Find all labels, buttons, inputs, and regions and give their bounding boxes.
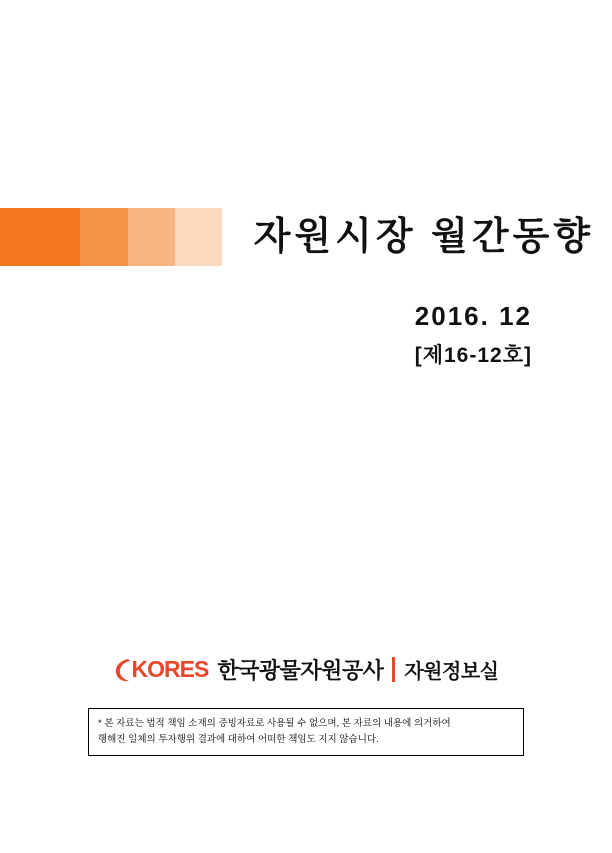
publication-date: 2016. 12	[414, 301, 532, 331]
disclaimer-box	[88, 708, 524, 756]
color-swatch-group	[0, 208, 222, 266]
page-title: 자원시장 월간동향	[253, 216, 594, 258]
issue-number: [제16-12호]	[414, 343, 532, 367]
kores-logo	[114, 656, 209, 683]
color-swatch-4	[175, 208, 222, 266]
color-swatch-3	[128, 208, 175, 266]
department-name: 자원정보실	[404, 661, 499, 683]
organization-name: 한국광물자원공사	[217, 658, 384, 683]
color-swatch-1	[0, 208, 80, 266]
disclaimer-line-2: 행해진 일체의 투자행위 결과에 대하여 어떠한 책임도 지지 않습니다.	[98, 733, 379, 745]
cover-title-band	[0, 208, 612, 266]
logo-divider	[392, 657, 395, 682]
disclaimer-line-1: * 본 자료는 법적 책임 소재의 증빙자료로 사용될 수 없으며, 본 자료의 내용에 의거하여	[98, 718, 451, 729]
publication-date-block	[0, 300, 612, 369]
color-swatch-2	[80, 208, 128, 266]
kores-wordmark: KORES	[131, 656, 209, 682]
publisher-logo-row	[0, 654, 612, 685]
kores-swoosh-icon	[114, 658, 131, 682]
